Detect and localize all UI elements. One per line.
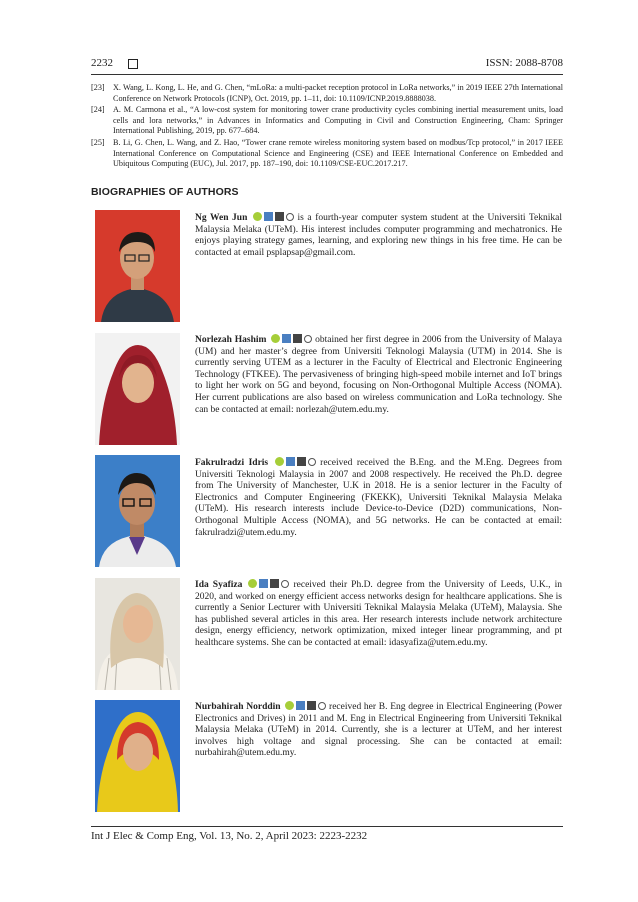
author-bio [195, 212, 562, 259]
reference-item [91, 105, 563, 137]
scopus-icon[interactable] [297, 457, 306, 466]
page-header [91, 57, 563, 71]
scholar-icon[interactable] [264, 212, 273, 221]
web-of-science-icon[interactable] [318, 702, 326, 710]
author-bio-text: received received the B.Eng. and the M.Eng. Degrees from Universiti Teknologi Malaysia in 2007 and 2008 respectively. He received the Ph.D. degree from The University of Manchester, U.K in 2018. He is a senior lecturer in the Faculty of Electronics and Computer Engineering (FKEKK), Universiti Teknikal Malaysia Melaka (UTeM). His research interests include Device-to-Device (D2D) communications, Non-Orthogonal Multiple Access (NOMA), and 5G networks. He can be contacted at email: fakrulradzi@utem.edu.my. [195, 458, 563, 538]
author-bio-text: obtained her first degree in 2006 from the University of Malaya (UM) and her master’s degree from Universiti Teknologi Malaysia (UTM) in 2014. She is currently serving UTEM as a lecturer in the Faculty of Electrical and Electronic Engineering Technology (FTKEE). The pervasiveness of bringing high-speed mobile internet and IoT brings to light her work on 5G and beyond, focusing on Non-Orthogonal Multiple Access (NOMA). Her current publications are also based on wireless communication and LoRa technology. She can be contacted at email: norlezah@utem.edu.my. [195, 335, 562, 415]
header-rule [91, 74, 563, 75]
author-name: Norlezah Hashim [195, 335, 267, 345]
author-bio-text: received her B. Eng degree in Electrical Engineering (Power Electronics and Drives) in 2011 and M. Eng in Electrical Engineering from Universiti Teknikal Malaysia Melaka (UTeM) in 2014. Currently, she is a lecturer at UTeM, and her interest involves high voltage and signal processing. She can be contacted at email: nurbahirah@utem.edu.my. [195, 702, 563, 759]
page-number: 2232 [91, 57, 113, 69]
author-bio [195, 457, 562, 539]
scholar-icon[interactable] [286, 457, 295, 466]
page-footer: Int J Elec & Comp Eng, Vol. 13, No. 2, April 2023: 2223-2232 [91, 830, 368, 842]
author-bio [195, 701, 562, 760]
reference-number: [23] [91, 83, 105, 92]
author-name: Ng Wen Jun [195, 213, 248, 223]
reference-text: X. Wang, L. Kong, L. He, and G. Chen, “mLoRa: a multi-packet reception protocol in LoRa networks,” in 2019 IEEE 27th International Conference on Network Protocols (ICNP), Oct. 2019, pp. 1–11, doi: 10.1109/ICNP.2019.8888038. [113, 83, 563, 103]
orcid-icon[interactable] [253, 212, 262, 221]
reference-list [91, 83, 563, 171]
header-square-icon [128, 59, 138, 69]
orcid-icon[interactable] [285, 701, 294, 710]
author-photo [95, 333, 180, 445]
scholar-icon[interactable] [259, 579, 268, 588]
web-of-science-icon[interactable] [308, 458, 316, 466]
author-photo [95, 210, 180, 322]
footer-rule [91, 826, 563, 827]
author-bio-text: is a fourth-year computer system student at the Universiti Teknikal Malaysia Melaka (UTeM). His interest includes computer programming and mechatronics. He enjoys playing strategy games, learning, and exploring new things in his free time. He can be contacted at email psplapsap@gmail.com. [195, 213, 563, 258]
section-title: BIOGRAPHIES OF AUTHORS [91, 186, 239, 198]
scopus-icon[interactable] [293, 334, 302, 343]
reference-item [91, 83, 563, 104]
scopus-icon[interactable] [307, 701, 316, 710]
author-photo [95, 700, 180, 812]
web-of-science-icon[interactable] [281, 580, 289, 588]
web-of-science-icon[interactable] [286, 213, 294, 221]
orcid-icon[interactable] [271, 334, 280, 343]
reference-text: B. Li, G. Chen, L. Wang, and Z. Hao, “Tower crane remote wireless monitoring system based on modbus/Tcp protocol,” in 2017 IEEE International Conference on Computational Science and Engineering (CSE) and IEEE International Conference on Embedded and Ubiquitous Computing (EUC), Jul. 2017, pp. 187–190, doi: 10.1109/CSE-EUC.2017.217. [113, 137, 563, 169]
reference-text: A. M. Carmona et al., “A low-cost system for monitoring tower crane productivity cycles combining inertial measurement units, load cells and lora networks,” in Advances in Informatics and Computing in Civil and Construction Engineering, Cham: Springer International Publishing, 2019, pp. 677–684. [113, 105, 563, 136]
author-name: Nurbahirah Norddin [195, 702, 281, 712]
reference-number: [25] [91, 137, 105, 147]
reference-item [91, 138, 563, 170]
scopus-icon[interactable] [275, 212, 284, 221]
scopus-icon[interactable] [270, 579, 279, 588]
author-photo [95, 455, 180, 567]
web-of-science-icon[interactable] [304, 335, 312, 343]
orcid-icon[interactable] [248, 579, 257, 588]
issn: ISSN: 2088-8708 [485, 57, 563, 69]
author-name: Ida Syafiza [195, 580, 243, 590]
scholar-icon[interactable] [296, 701, 305, 710]
scholar-icon[interactable] [282, 334, 291, 343]
author-photo [95, 578, 180, 690]
author-bio [195, 334, 562, 416]
reference-number: [24] [91, 105, 105, 115]
author-name: Fakrulradzi Idris [195, 458, 269, 468]
author-bio-text: received their Ph.D. degree from the University of Leeds, U.K., in 2020, and worked on energy efficient access networks design for healthcare applications. She is currently a Senior Lecturer with Universiti Teknikal Malaysia Melaka (UTeM), Malaysia. She has published several articles in this area. Her research interests include network architecture design, energy efficiency, network optimization, mixed integer linear programming, and pt healthcare systems. She can be contacted at email: idasyafiza@utem.edu.my. [195, 580, 562, 648]
orcid-icon[interactable] [275, 457, 284, 466]
author-bio [195, 579, 562, 650]
